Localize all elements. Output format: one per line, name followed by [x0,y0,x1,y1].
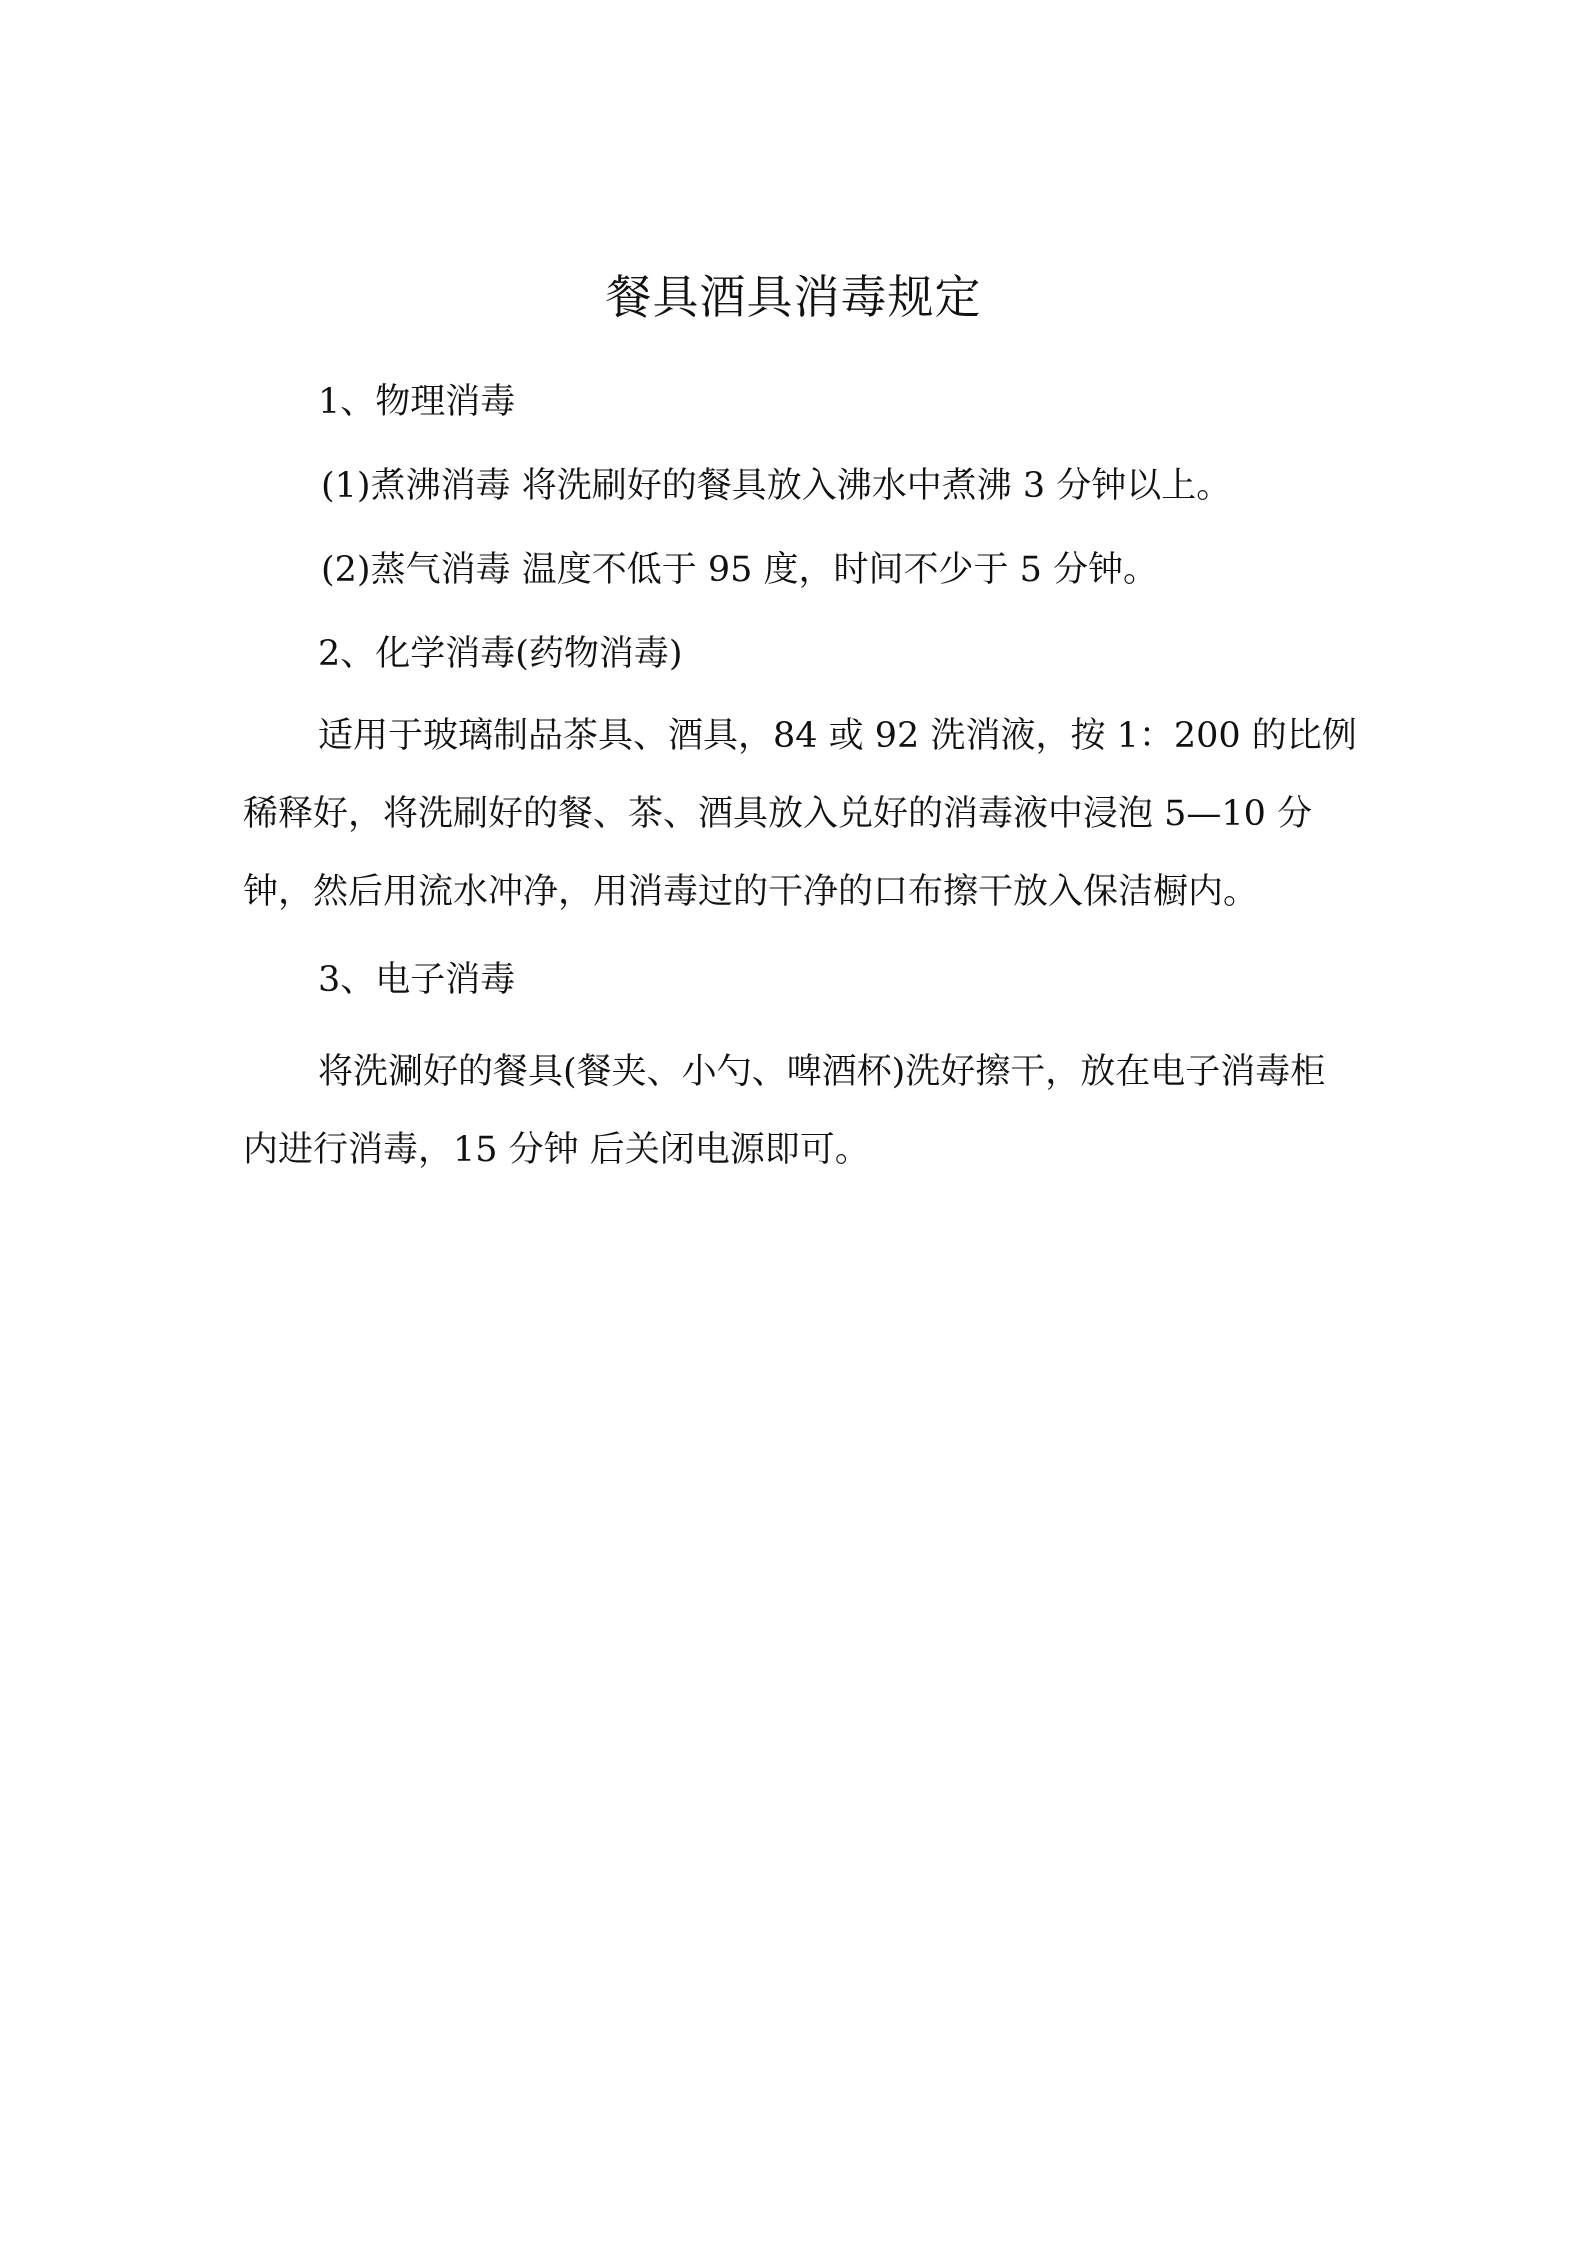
section-2-heading: 2、化学消毒(药物消毒) [318,634,683,674]
document-title: 餐具酒具消毒规定 [605,270,982,324]
section-1-item-2: (2)蒸气消毒 温度不低于 95 度，时间不少于 5 分钟。 [321,550,1159,590]
section-2-body: 适用于玻璃制品茶具、酒具，84 或 92 洗消液，按 1：200 的比例稀释好，将洗刷好的餐、茶、酒具放入兑好的消毒液中浸泡 5—10 分钟，然后用流水冲净，用消毒过的干净的口布擦干放入保洁橱内。 [243,716,1357,912]
section-3-body: 将洗涮好的餐具(餐夹、小勺、啤酒杯)洗好擦干，放在电子消毒柜内进行消毒，15 分钟 后关闭电源即可。 [243,1052,1326,1170]
section-3-heading: 3、电子消毒 [318,960,516,1000]
section-1-item-1: (1)煮沸消毒 将洗刷好的餐具放入沸水中煮沸 3 分钟以上。 [321,466,1232,506]
section-1-heading: 1、物理消毒 [318,382,516,422]
